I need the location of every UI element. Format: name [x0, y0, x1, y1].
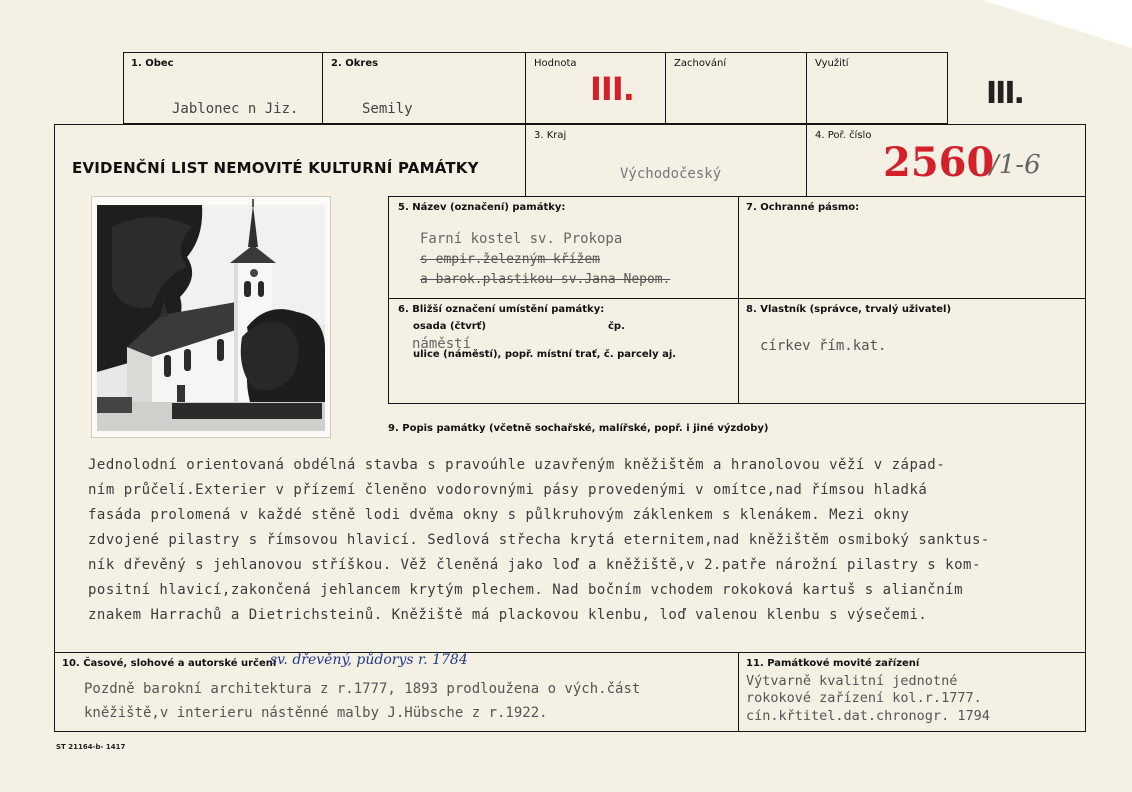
popis-line: zdvojené pilastry s římsovou hlavicí. Sedlová střecha krytá eternitem,nad kněžištěm osmiboký sanktus- [88, 532, 990, 548]
form-code: ST 21164-b- 1417 [56, 743, 126, 751]
okres-value: Semily [362, 101, 413, 117]
nazev-struck-line-1: s empir.železným křížem [420, 252, 601, 267]
casove-handwritten-note: sv. dřevěný, půdorys r. 1784 [270, 652, 468, 668]
ulice-label: ulice (náměstí), popř. místní trať, č. parcely aj. [413, 349, 677, 360]
cut-corner [982, 0, 1132, 48]
popis-line: Jednolodní orientovaná obdélná stavba s pravoúhle uzavřeným kněžištěm a hranolovou věží v západ- [88, 457, 946, 473]
por-cislo-label: 4. Poř. číslo [815, 130, 872, 141]
por-cislo-suffix: /1-6 [990, 150, 1041, 180]
popis-line: positní hlavicí,zakončená jehlancem krytým plechem. Nad bočním vchodem rokoková kartuš s aliančním [88, 582, 964, 598]
popis-label: 9. Popis památky (včetně sochařské, malířské, popř. i jiné výzdoby) [388, 423, 769, 434]
okres-label: 2. Okres [331, 58, 379, 69]
nazev-label: 5. Název (označení) památky: [398, 202, 566, 213]
popis-line: fasáda prolomená v každé stěně lodi dvěma okny s půlkruhovým záklenkem s klenákem. Mezi okny [88, 507, 910, 523]
zarizeni-line: Výtvarně kvalitní jednotné [746, 673, 958, 689]
nazev-struck-line-2: a barok.plastikou sv.Jana Nepom. [420, 272, 671, 287]
zarizeni-label: 11. Památkové movité zařízení [746, 658, 920, 669]
kraj-value: Východočeský [620, 166, 722, 182]
casove-label: 10. Časové, slohové a autorské určení [62, 658, 277, 669]
popis-line: ním průčelí.Exterier v přízemí členěno vodorovnými pásy provedenými v omítce,nad římsou hladká [88, 482, 928, 498]
corner-mark: III. [986, 76, 1023, 111]
vyuziti-label: Využití [815, 58, 849, 69]
zachovani-label: Zachování [674, 58, 727, 69]
zarizeni-line: rokokové zařízení kol.r.1777. [746, 690, 982, 706]
vlastnik-label: 8. Vlastník (správce, trvalý uživatel) [746, 304, 952, 315]
obec-value: Jablonec n Jiz. [172, 101, 299, 117]
kraj-label: 3. Kraj [534, 130, 567, 141]
casove-line: Pozdně barokní architektura z r.1777, 1893 prodloužena o vých.část [84, 681, 641, 697]
zarizeni-line: cín.křtitel.dat.chronogr. 1794 [746, 708, 990, 724]
vlastnik-value: církev řím.kat. [760, 338, 887, 354]
casove-line: kněžiště,v interieru nástěnné malby J.Hübsche z r.1922. [84, 705, 548, 721]
hodnota-label: Hodnota [534, 58, 577, 69]
por-cislo-value: 2560 [883, 139, 995, 186]
osada-label: osada (čtvrť) [413, 321, 487, 332]
popis-line: ník dřevěný s jehlanovou stříškou. Věž členěná jako loď a kněžiště,v 2.patře nárožní pilastry s kom- [88, 557, 981, 573]
popis-line: znakem Harrachů a Dietrichsteinů. Kněžiště má plackovou klenbu, loď valenou klenbu s výsečemi. [88, 607, 928, 623]
obec-label: 1. Obec [131, 58, 174, 69]
ochranne-pasmo-label: 7. Ochranné pásmo: [746, 202, 860, 213]
church-photo [91, 196, 331, 438]
hodnota-value: III. [590, 70, 634, 108]
umisteni-value: náměstí [412, 336, 472, 352]
church-photo-image [92, 197, 330, 437]
nazev-value: Farní kostel sv. Prokopa [420, 231, 623, 247]
page-title: EVIDENČNÍ LIST NEMOVITÉ KULTURNÍ PAMÁTKY [72, 159, 479, 177]
cp-label: čp. [608, 321, 625, 332]
umisteni-label: 6. Bližší označení umístění památky: [398, 304, 605, 315]
